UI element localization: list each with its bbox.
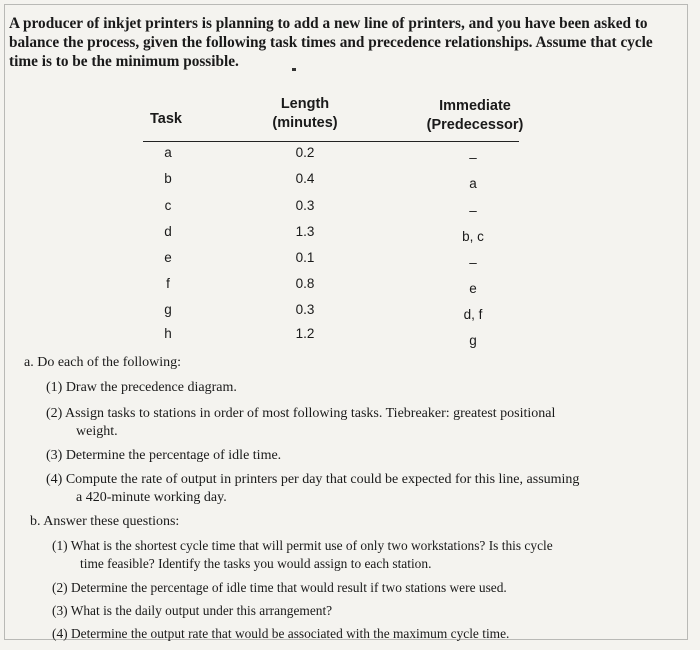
row-length: 0.3 (295, 198, 315, 213)
problem-intro (9, 14, 689, 71)
row-length: 0.2 (295, 145, 315, 160)
row-pred: – (469, 255, 477, 270)
intro-line-1: A producer of inkjet printers is planning to add a new line of printers, and you have been asked to (9, 15, 648, 32)
row-length: 1.2 (295, 326, 315, 341)
header-task: Task (150, 111, 182, 127)
stray-mark (292, 68, 296, 71)
row-task: f (166, 276, 170, 291)
row-task: c (164, 198, 172, 213)
question-b3: (3) What is the daily output under this arrangement? (52, 603, 333, 618)
question-b4: (4) Determine the output rate that would be associated with the maximum cycle time. (52, 626, 510, 641)
row-task: d (164, 224, 172, 239)
row-task: h (164, 326, 172, 341)
question-b1-line2: time feasible? Identify the tasks you would assign to each station. (80, 556, 432, 571)
row-length: 0.3 (295, 302, 315, 317)
row-pred: – (469, 150, 477, 165)
question-a2-line2: weight. (76, 424, 118, 439)
question-a3: (3) Determine the percentage of idle time. (46, 448, 282, 463)
row-pred: e (469, 281, 477, 296)
row-length: 0.4 (295, 171, 315, 186)
question-b1-line1: (1) What is the shortest cycle time that will permit use of only two workstations? Is this cycle (52, 538, 553, 553)
question-a4-line2: a 420-minute working day. (76, 490, 227, 505)
question-a1: (1) Draw the precedence diagram. (46, 380, 237, 395)
question-a4-line1: (4) Compute the rate of output in printers per day that could be expected for this line, assuming (46, 472, 580, 487)
header-length-line1: Length (280, 96, 330, 112)
question-b-label: b. Answer these questions: (30, 514, 180, 529)
row-task: b (164, 171, 172, 186)
question-a-label: a. Do each of the following: (24, 355, 182, 370)
intro-line-3: time is to be the minimum possible. (9, 53, 239, 70)
row-length: 1.3 (295, 224, 315, 239)
header-length (270, 95, 340, 133)
row-task: g (164, 302, 172, 317)
row-pred: g (469, 333, 477, 348)
row-pred: d, f (463, 307, 483, 322)
header-predecessor (420, 97, 530, 135)
row-pred: b, c (462, 229, 484, 244)
row-pred: – (469, 203, 477, 218)
row-task: e (164, 250, 172, 265)
header-pred-line2: (Predecessor) (426, 117, 524, 133)
row-task: a (164, 145, 172, 160)
question-b2: (2) Determine the percentage of idle time that would result if two stations were used. (52, 580, 507, 595)
row-length: 0.1 (295, 250, 315, 265)
header-pred-line1: Immediate (439, 98, 511, 114)
header-rule (143, 141, 519, 142)
header-length-line2: (minutes) (272, 115, 338, 131)
question-a2-line1: (2) Assign tasks to stations in order of most following tasks. Tiebreaker: greatest positional (46, 406, 556, 421)
row-pred: a (469, 176, 477, 191)
row-length: 0.8 (295, 276, 315, 291)
intro-line-2: balance the process, given the following task times and precedence relationships. Assume that cycle (9, 34, 653, 51)
